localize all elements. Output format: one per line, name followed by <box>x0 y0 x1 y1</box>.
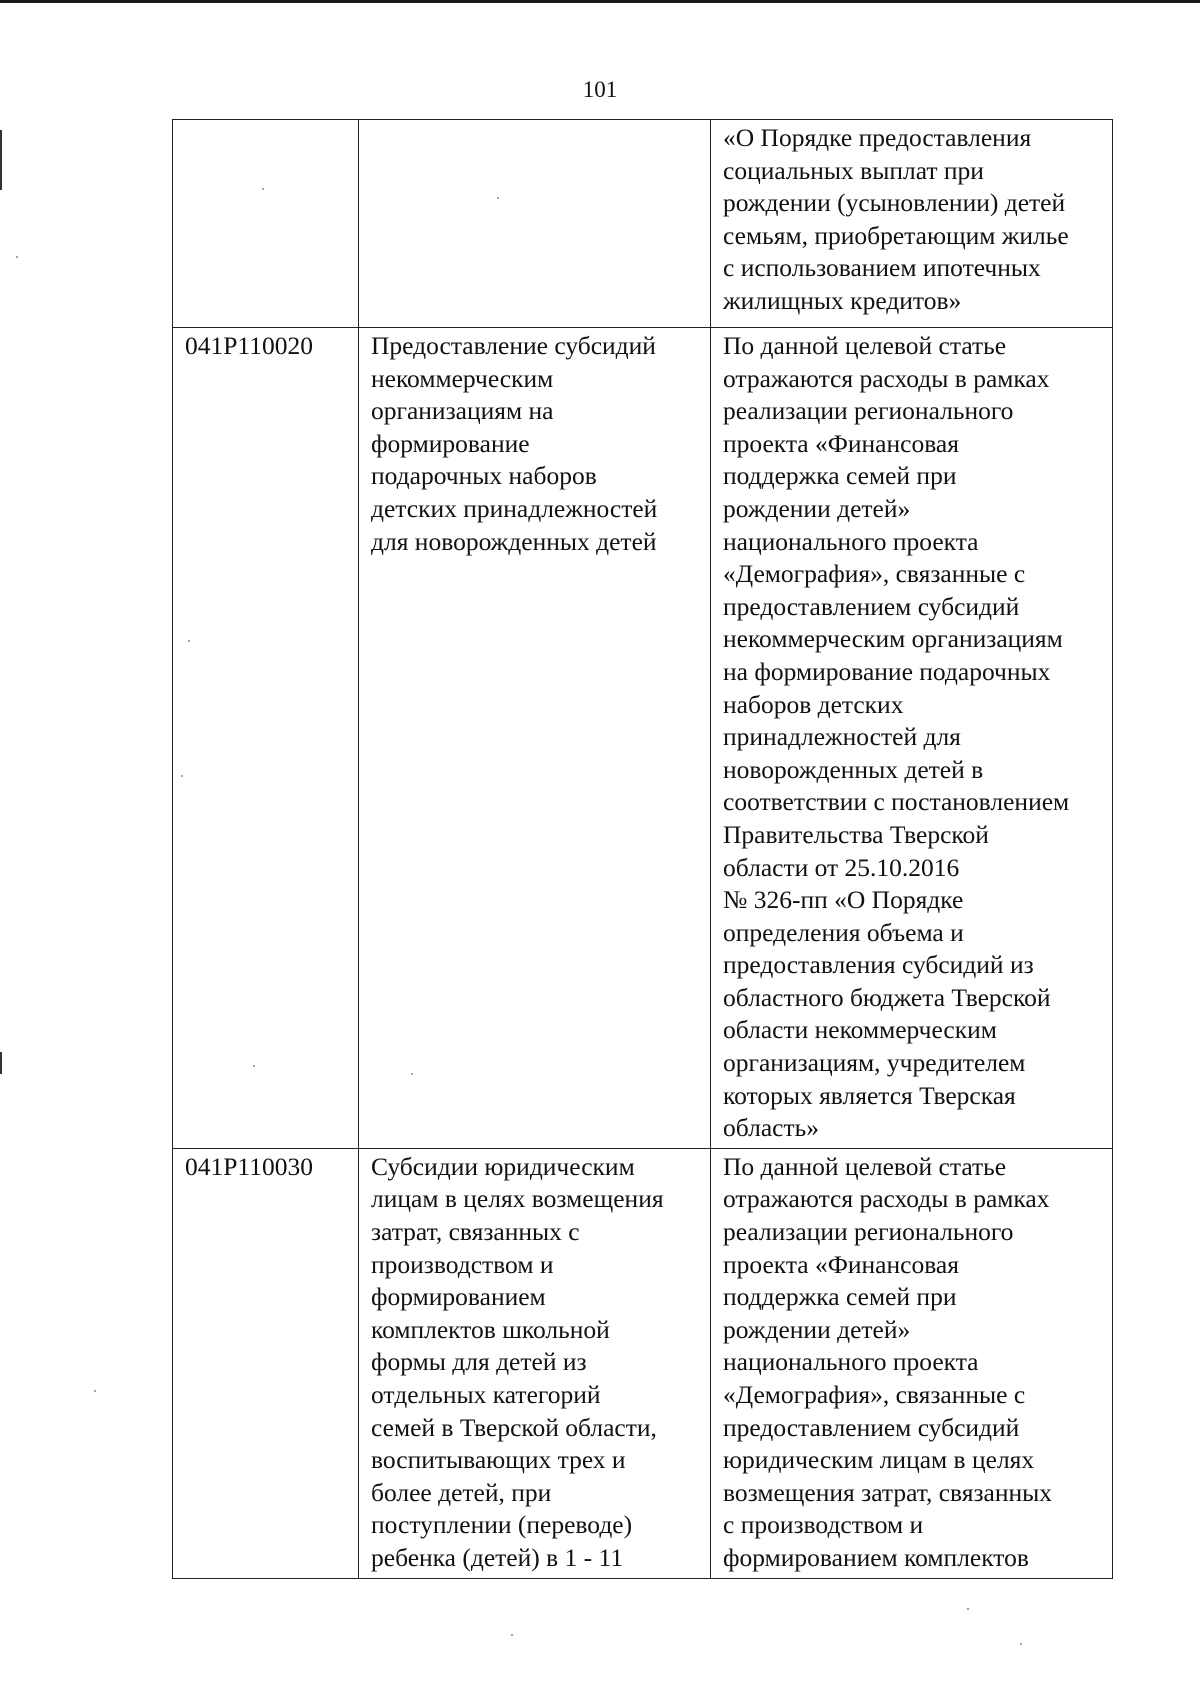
budget-classification-table <box>172 119 1113 1579</box>
scan-speck <box>511 1634 513 1636</box>
table-row <box>173 120 1113 328</box>
scan-left-edge-mark <box>0 1052 2 1074</box>
target-article-name: Субсидии юридическим лицам в целях возмещения затрат, связанных с производством и формированием комплектов школьной формы для детей из отдельных категорий семей в Тверской области, воспитывающих трех и более детей, при поступлении (переводе) ребенка (детей) в 1 - 11 <box>359 1148 711 1578</box>
target-article-description: По данной целевой статье отражаются расходы в рамках реализации регионального проекта «Финансовая поддержка семей при рождении детей» национального проекта «Демография», связанные с предоставлением субсидий юридическим лицам в целях возмещения затрат, связанных с производством и формированием комплектов <box>711 1148 1113 1578</box>
target-article-description: По данной целевой статье отражаются расходы в рамках реализации регионального проекта «Финансовая поддержка семей при рождении детей» национального проекта «Демография», связанные с предоставлением субсидий некоммерческим организациям на формирование подарочных наборов детских принадлежностей для новорожденных детей в соответствии с постановлением Правительства Тверской области от 25.10.2016 № 326-пп «О Порядке определения объема и предоставления субсидий из областного бюджета Тверской области некоммерческим организациям, учредителем которых является Тверская область» <box>711 328 1113 1149</box>
table-row <box>173 328 1113 1149</box>
target-article-code: 041Р110020 <box>173 328 359 1149</box>
target-article-description: «О Порядке предоставления социальных выплат при рождении (усыновлении) детей семьям, приобретающим жилье с использованием ипотечных жилищных кредитов» <box>711 120 1113 328</box>
scan-speck <box>967 1608 969 1610</box>
target-article-name: Предоставление субсидий некоммерческим организациям на формирование подарочных наборов детских принадлежностей для новорожденных детей <box>359 328 711 1149</box>
scan-left-edge-mark <box>0 130 2 190</box>
target-article-name <box>359 120 711 328</box>
target-article-code <box>173 120 359 328</box>
scan-top-edge-line <box>0 0 1200 3</box>
scan-speck <box>16 256 18 258</box>
scan-speck <box>94 1390 96 1392</box>
page-number: 101 <box>582 77 618 102</box>
scan-speck <box>1020 1643 1022 1645</box>
target-article-code: 041Р110030 <box>173 1148 359 1578</box>
table-row <box>173 1148 1113 1578</box>
